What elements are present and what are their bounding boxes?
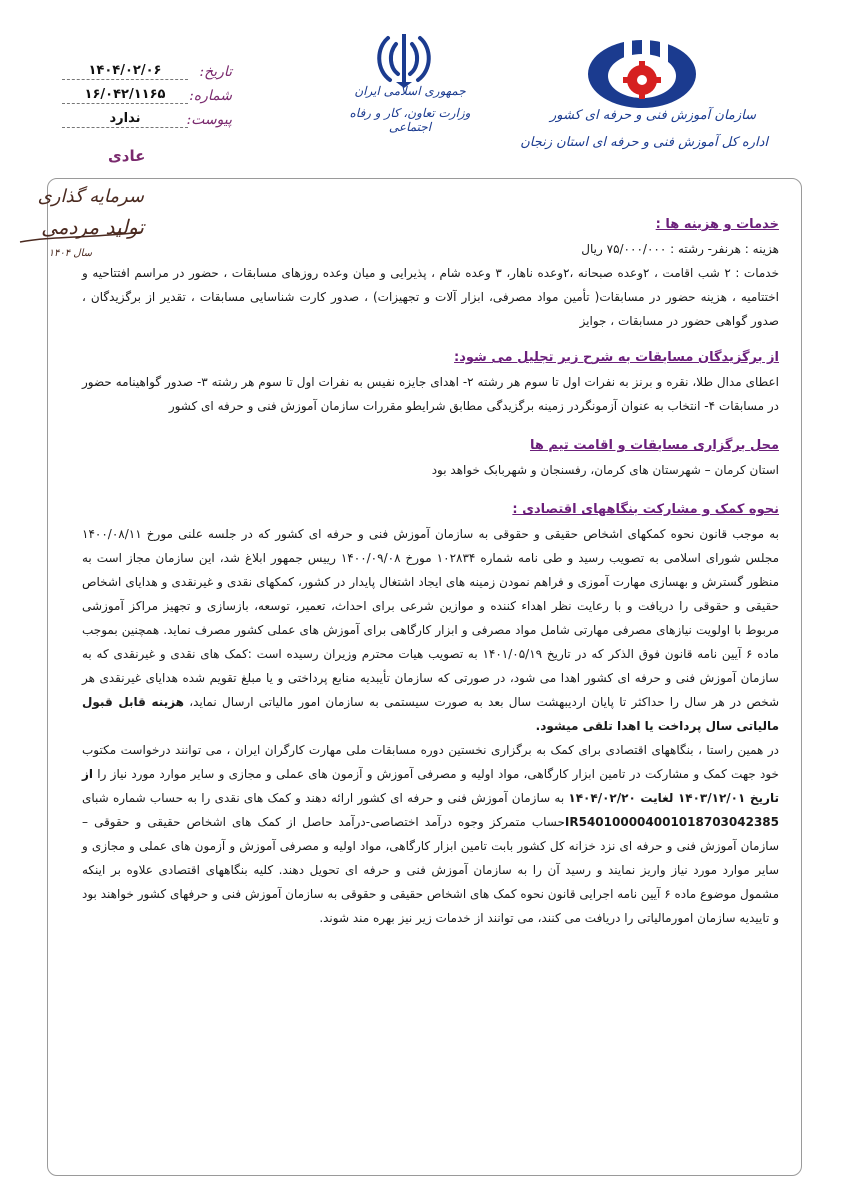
number-row: [62, 82, 232, 104]
provincial-office-name: اداره کل آموزش فنی و حرفه ای استان زنجان: [520, 135, 768, 150]
support-p1-bold: هزینه قابل قبول مالیاتی سال پرداخت یا اهدا تلقی میشود.: [82, 695, 779, 733]
section-gap: [82, 482, 779, 498]
cost-line: هزینه : هرنفر- رشته : ۷۵/۰۰۰/۰۰۰ ریال: [581, 242, 779, 256]
costs-heading: خدمات و هزینه ها :: [655, 217, 779, 232]
support-p2-dates: از تاریخ ۱۴۰۳/۱۲/۰۱ لغایت ۱۴۰۴/۰۲/۲۰: [82, 767, 779, 805]
attachment-row: [62, 106, 232, 128]
section-gap: [82, 333, 779, 346]
republic-name: جمهوری اسلامی ایران: [354, 84, 466, 98]
venue-paragraph: استان کرمان – شهرستان های کرمان، رفسنجان و شهربابک خواهد بود: [431, 463, 779, 477]
number-label: شماره:: [189, 88, 232, 104]
ministry-name: وزارت تعاون، کار و رفاه اجتماعی: [349, 106, 471, 134]
support-heading: نحوه کمک و مشارکت بنگاههای اقتصادی :: [512, 502, 779, 517]
ministry-title: [330, 84, 490, 134]
support-p2-text-c: حساب متمرکز وجوه درآمد اختصاصی-درآمد حاصل از کمک های اشخاص حقیقی و حقوقی – سازمان آموزش فنی و حرفه ای نزد خزانه کل کشور بابت تامین ابزار کارگاهی، مواد اولیه و مصرفی آموزش و آزمون های عملی و مجازی و سایر موارد مورد نیاز واریز نمایند و رسید آن را به سازمان آموزش فنی و حرفه ای تحویل دهند. کلیه بنگاههای اقتصادی علاوه بر اینکه مشمول موضوع ماده ۶ آیین نامه اجرایی قانون نحوه کمک های اشخاص حقیقی و حقوقی به سازمان آموزش فنی و حرفهای کشور خواهند بود و تاییدیه سازمان امورمالیاتی را دریافت می کنند، می توانند از خدمات زیر نیز بهره مند شوند.: [82, 815, 779, 925]
stamp-line2: تولید مردمی: [41, 215, 144, 239]
number-value: ۱۶/۰۴۲/۱۱۶۵: [62, 87, 188, 104]
venue-heading: محل برگزاری مسابقات و اقامت تیم ها: [529, 438, 779, 453]
letter-meta: [62, 58, 232, 130]
support-p2-text-a: در همین راستا ، بنگاههای اقتصادی برای کمک به برگزاری نخستین دوره مسابقات ملی مهارت کارگران ایران ، می توانند درخواست مکتوب خود جهت کمک و مشارکت در تامین ابزار کارگاهی، مواد اولیه و مصرفی آموزش و آزمون های عملی و مجازی و سایر موارد مورد نیاز را: [82, 743, 779, 781]
support-p1-text: به موجب قانون نحوه کمکهای اشخاص حقیقی و حقوقی به سازمان آموزش فنی و حرفه ای کشور که در جلسه علنی مورخ ۱۴۰۰/۰۸/۱۱ مجلس شورای اسلامی به تصویب رسید و طی نامه شماره ۱۰۲۸۳۴ مورخ ۱۴۰۰/۰۹/۰۸ رییس جمهور ابلاغ شد، این سازمان مجاز است به منظور گسترش و بهسازی مهارت آموزی و فراهم نمودن زمینه های ایجاد اشتغال پایدار در کشور، کمکهای نقدی و غیرنقدی و هدایای اشخاص حقیقی و حقوقی را دریافت و با رعایت نظر اهداء کننده و موازین شرعی برای احداث، تعمیر، توسعه، بازسازی و تجهیز مراکز آموزشی مربوط با اولویت نیازهای مصرفی مهارتی شامل مواد مصرفی و ابزار کارگاهی برای آموزش های عملی کشور مصرف نماید. همچنین بموجب ماده ۶ آیین نامه قانون فوق الذکر که در تاریخ ۱۴۰۱/۰۵/۱۹ به تصویب هیات محترم وزیران رسیده است :کمک های نقدی و غیرنقدی که به سازمان آموزش فنی و حرفه ای کشور اهدا می شود، در صورتی که سازمان تأیبدیه منابع پرداختی و یا مبلغ تقویم شده هدایای غیرنقدی هر شخص در هر سال را حداکثر تا پایان اردیبهشت سال بعد به صورت سیستمی به سازمان امور مالیاتی ارسال نماید،: [82, 527, 779, 709]
date-value: ۱۴۰۴/۰۲/۰۶: [62, 63, 188, 80]
priority-label: عادی: [108, 147, 146, 165]
stamp-year: سال ۱۴۰۴: [48, 248, 92, 259]
attachment-value: ندارد: [62, 111, 188, 128]
stamp-line1: سرمایه گذاری: [37, 186, 144, 207]
section-gap: [82, 418, 779, 434]
support-paragraph-1: [82, 522, 779, 738]
services-paragraph: خدمات : ۲ شب اقامت ، ۲وعده صبحانه ،۲وعده ناهار، ۳ وعده شام ، پذیرایی و میان وعده روزهای مسابقات ، حضور در مراسم افتتاحیه و اختتامیه ، هزینه حضور در مسابقات( تأمین مواد مصرفی، ابزار آلات و تجهیزات) ، صدور کارت شناسایی مسابقات ، تقدیر از برگزیدگان ، صدور گواهی حضور در مسابقات ، جوایز: [82, 266, 780, 328]
date-row: [62, 58, 232, 80]
tvto-logo-icon: [584, 36, 700, 112]
organization-name: سازمان آموزش فنی و حرفه ای کشور: [549, 108, 756, 123]
letter-content: [82, 213, 779, 930]
winners-paragraph: اعطای مدال طلا، نقره و برنز به نفرات اول تا سوم هر رشته ۲- اهدای جایزه نفیس به نفرات اول تا سوم هر رشته ۳- صدور گواهینامه حضور در مسابقات ۴- انتخاب به عنوان آزمونگردر زمینه برگزیدگی مطابق شرایطو مقررات سازمان آموزش فنی و حرفه ای کشور: [82, 375, 779, 413]
winners-heading: از برگزیدگان مسابقات به شرح زیر تجلیل می شود:: [454, 350, 779, 365]
support-paragraph-2: [82, 738, 779, 930]
organization-title: [520, 108, 768, 150]
support-p2-text-b: به سازمان آموزش فنی و حرفه ای کشور ارائه دهند و کمک های نقدی را به حساب شماره شبای: [82, 791, 565, 805]
letterhead: [0, 0, 848, 178]
date-label: تاریخ:: [199, 64, 232, 80]
attachment-label: پیوست:: [186, 112, 232, 128]
iban-number: IR540100004001018703042385: [564, 815, 779, 829]
iran-emblem-icon: [372, 30, 436, 90]
